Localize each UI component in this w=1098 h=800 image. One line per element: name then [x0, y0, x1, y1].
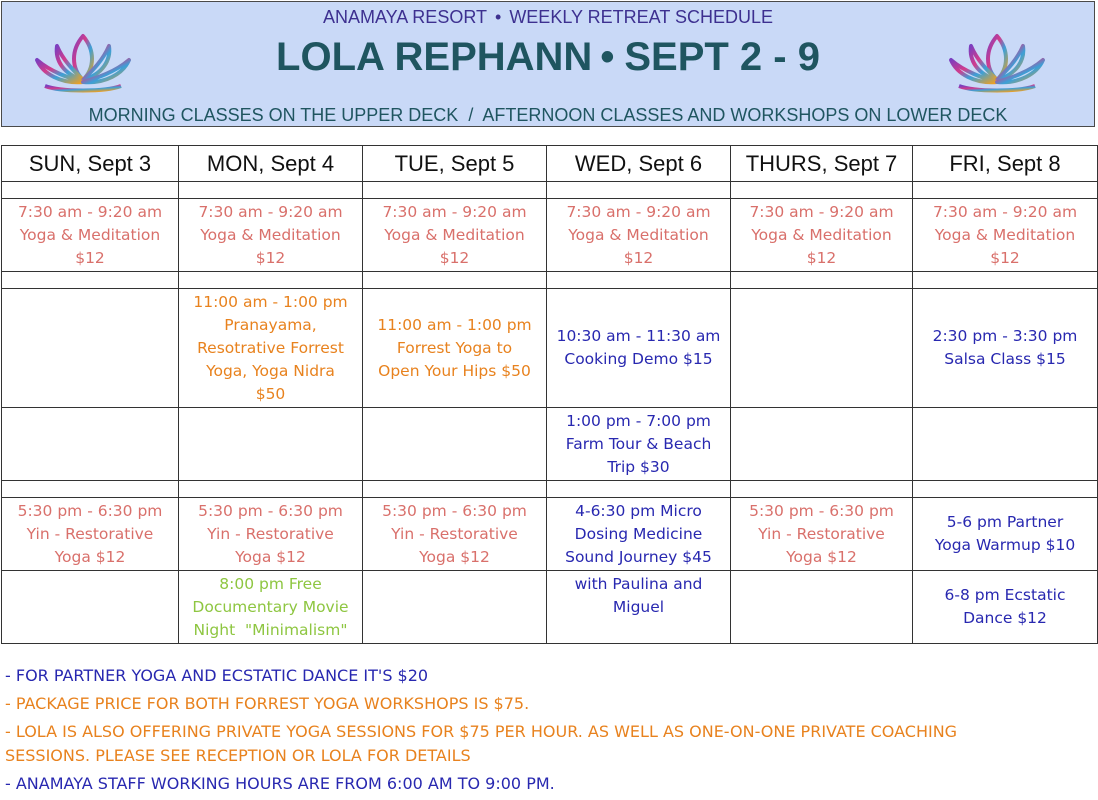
empty-cell	[2, 408, 179, 481]
empty-cell	[547, 481, 731, 498]
spacer-row	[2, 481, 1098, 498]
empty-cell	[2, 571, 179, 644]
empty-cell	[179, 272, 363, 289]
day-header-wed: WED, Sept 6	[547, 146, 731, 182]
empty-cell	[547, 182, 731, 199]
separator-dot: •	[495, 7, 502, 27]
class-cell: 5:30 pm - 6:30 pm Yin - Restorative Yoga $12	[731, 498, 913, 571]
class-cell: 5:30 pm - 6:30 pm Yin - Restorative Yoga $12	[179, 498, 363, 571]
empty-cell	[363, 571, 547, 644]
class-cell: 7:30 am - 9:20 am Yoga & Meditation $12	[731, 199, 913, 272]
day-header-mon: MON, Sept 4	[179, 146, 363, 182]
empty-cell	[913, 272, 1098, 289]
midday-class-row	[2, 289, 1098, 408]
schedule-table	[1, 145, 1098, 644]
retreat-dates: SEPT 2 - 9	[624, 35, 820, 79]
class-cell: 11:00 am - 1:00 pm Forrest Yoga to Open Your Hips $50	[363, 289, 547, 408]
empty-cell	[179, 481, 363, 498]
empty-cell	[731, 408, 913, 481]
empty-cell	[731, 272, 913, 289]
empty-cell	[179, 408, 363, 481]
empty-cell	[731, 481, 913, 498]
class-cell: 5:30 pm - 6:30 pm Yin - Restorative Yoga $12	[2, 498, 179, 571]
resort-name: ANAMAYA RESORT	[322, 7, 487, 27]
empty-cell	[179, 182, 363, 199]
empty-cell	[913, 408, 1098, 481]
empty-cell	[913, 481, 1098, 498]
empty-cell	[363, 481, 547, 498]
class-cell: 8:00 pm Free Documentary Movie Night "Minimalism"	[179, 571, 363, 644]
class-cell: 5:30 pm - 6:30 pm Yin - Restorative Yoga $12	[363, 498, 547, 571]
note-line: - ANAMAYA STAFF WORKING HOURS ARE FROM 6:00 AM TO 9:00 PM.	[5, 774, 555, 793]
class-cell: 5-6 pm Partner Yoga Warmup $10	[913, 498, 1098, 571]
class-cell: 7:30 am - 9:20 am Yoga & Meditation $12	[913, 199, 1098, 272]
empty-cell	[2, 272, 179, 289]
day-header-fri: FRI, Sept 8	[913, 146, 1098, 182]
class-cell: 1:00 pm - 7:00 pm Farm Tour & Beach Trip $30	[547, 408, 731, 481]
empty-cell	[731, 571, 913, 644]
class-cell: with Paulina and Miguel	[547, 571, 731, 644]
instructor-name: LOLA REPHANN	[276, 35, 593, 79]
empty-cell	[547, 272, 731, 289]
empty-cell	[731, 289, 913, 408]
day-header-sun: SUN, Sept 3	[2, 146, 179, 182]
day-header-thurs: THURS, Sept 7	[731, 146, 913, 182]
note-line: - LOLA IS ALSO OFFERING PRIVATE YOGA SESSIONS FOR $75 PER HOUR. AS WELL AS ONE-ON-ONE PRIVATE COACHING	[5, 722, 958, 741]
spacer-row	[2, 182, 1098, 199]
empty-cell	[363, 272, 547, 289]
page-title	[2, 35, 1094, 80]
note-line: - FOR PARTNER YOGA AND ECSTATIC DANCE IT'S $20	[5, 666, 429, 685]
empty-cell	[363, 182, 547, 199]
empty-cell	[363, 408, 547, 481]
class-cell: 7:30 am - 9:20 am Yoga & Meditation $12	[363, 199, 547, 272]
schedule-label: WEEKLY RETREAT SCHEDULE	[509, 7, 774, 27]
note-line: SESSIONS. PLEASE SEE RECEPTION OR LOLA FOR DETAILS	[5, 746, 471, 765]
location-subtitle: MORNING CLASSES ON THE UPPER DECK / AFTERNOON CLASSES AND WORKSHOPS ON LOWER DECK	[88, 105, 1008, 125]
morning-class-row	[2, 199, 1098, 272]
empty-cell	[2, 481, 179, 498]
empty-cell	[913, 182, 1098, 199]
empty-cell	[2, 182, 179, 199]
resort-line	[2, 7, 1094, 28]
evening-class-row	[2, 498, 1098, 571]
afternoon-class-row	[2, 408, 1098, 481]
class-cell: 6-8 pm Ecstatic Dance $12	[913, 571, 1098, 644]
title-separator-dot: •	[600, 35, 615, 79]
note-line: - PACKAGE PRICE FOR BOTH FORREST YOGA WORKSHOPS IS $75.	[5, 694, 530, 713]
class-cell: 10:30 am - 11:30 am Cooking Demo $15	[547, 289, 731, 408]
class-cell: 11:00 am - 1:00 pm Pranayama, Resotrative Forrest Yoga, Yoga Nidra $50	[179, 289, 363, 408]
night-class-row	[2, 571, 1098, 644]
class-cell: 7:30 am - 9:20 am Yoga & Meditation $12	[179, 199, 363, 272]
class-cell: 2:30 pm - 3:30 pm Salsa Class $15	[913, 289, 1098, 408]
spacer-row	[2, 272, 1098, 289]
empty-cell	[2, 289, 179, 408]
class-cell: 4-6:30 pm Micro Dosing Medicine Sound Journey $45	[547, 498, 731, 571]
day-header-tue: TUE, Sept 5	[363, 146, 547, 182]
day-header-row	[2, 146, 1098, 182]
class-cell: 7:30 am - 9:20 am Yoga & Meditation $12	[547, 199, 731, 272]
schedule-header	[1, 1, 1095, 127]
empty-cell	[731, 182, 913, 199]
class-cell: 7:30 am - 9:20 am Yoga & Meditation $12	[2, 199, 179, 272]
